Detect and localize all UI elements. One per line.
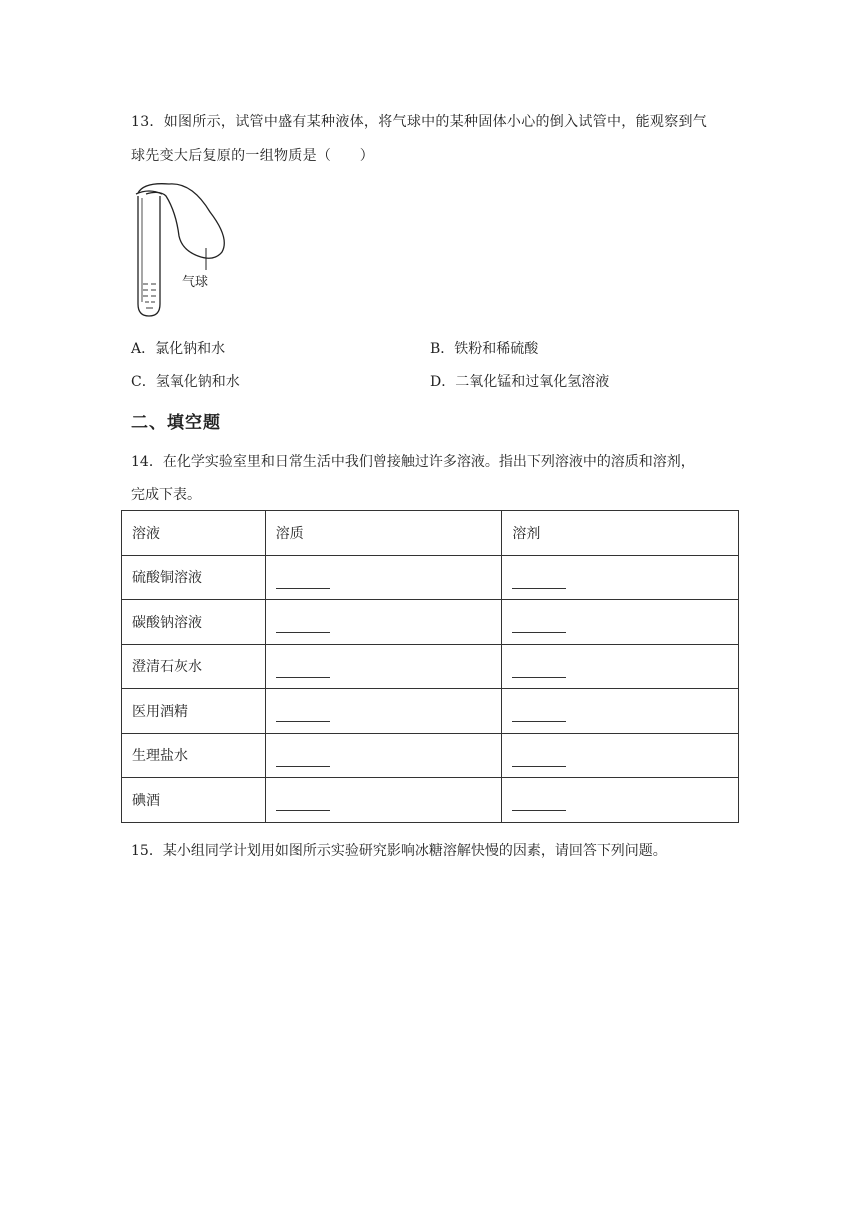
- option-b: B．铁粉和稀硫酸: [430, 341, 539, 357]
- row-solution-name: 硫酸铜溶液: [122, 555, 266, 600]
- solute-blank[interactable]: [265, 644, 502, 689]
- solvent-blank[interactable]: [502, 600, 739, 645]
- liquid: [143, 284, 156, 308]
- row-solution-name: 碳酸钠溶液: [122, 600, 266, 645]
- solution-table: [121, 510, 739, 823]
- test-tube: [138, 196, 160, 316]
- solute-blank[interactable]: [265, 689, 502, 734]
- option-c: C．氢氧化钠和水: [131, 374, 240, 390]
- solvent-blank[interactable]: [502, 689, 739, 734]
- solute-blank[interactable]: [265, 600, 502, 645]
- q13-text-line1: 13．如图所示，试管中盛有某种液体，将气球中的某种固体小心的倒入试管中，能观察到气: [131, 114, 708, 130]
- solute-blank[interactable]: [265, 733, 502, 778]
- header-solution: 溶液: [122, 511, 266, 556]
- table-row: [122, 600, 739, 645]
- solvent-blank[interactable]: [502, 733, 739, 778]
- balloon-label: 气球: [182, 275, 209, 290]
- balloon: [138, 184, 224, 259]
- q14-text-line1: 14．在化学实验室里和日常生活中我们曾接触过许多溶液。指出下列溶液中的溶质和溶剂，: [131, 454, 695, 470]
- header-solvent: 溶剂: [502, 511, 739, 556]
- solute-blank[interactable]: [265, 778, 502, 823]
- row-solution-name: 澄清石灰水: [122, 644, 266, 689]
- row-solution-name: 生理盐水: [122, 733, 266, 778]
- option-a: A．氯化钠和水: [131, 341, 226, 357]
- row-solution-name: 碘酒: [122, 778, 266, 823]
- solvent-blank[interactable]: [502, 644, 739, 689]
- table-row: [122, 733, 739, 778]
- q13-text-line2: 球先变大后复原的一组物质是（ ）: [131, 148, 375, 164]
- solvent-blank[interactable]: [502, 555, 739, 600]
- table-header-row: [122, 511, 739, 556]
- test-tube-balloon-figure: [124, 176, 244, 326]
- q14-text-line2: 完成下表。: [131, 487, 201, 503]
- option-d: D．二氧化锰和过氧化氢溶液: [430, 374, 610, 390]
- solvent-blank[interactable]: [502, 778, 739, 823]
- header-solute: 溶质: [265, 511, 502, 556]
- table-row: [122, 644, 739, 689]
- row-solution-name: 医用酒精: [122, 689, 266, 734]
- table-row: [122, 778, 739, 823]
- table-row: [122, 555, 739, 600]
- section-title-fill-in: 二、填空题: [131, 413, 221, 433]
- solute-blank[interactable]: [265, 555, 502, 600]
- question-15-text: 15．某小组同学计划用如图所示实验研究影响冰糖溶解快慢的因素，请回答下列问题。: [131, 843, 667, 859]
- table-row: [122, 689, 739, 734]
